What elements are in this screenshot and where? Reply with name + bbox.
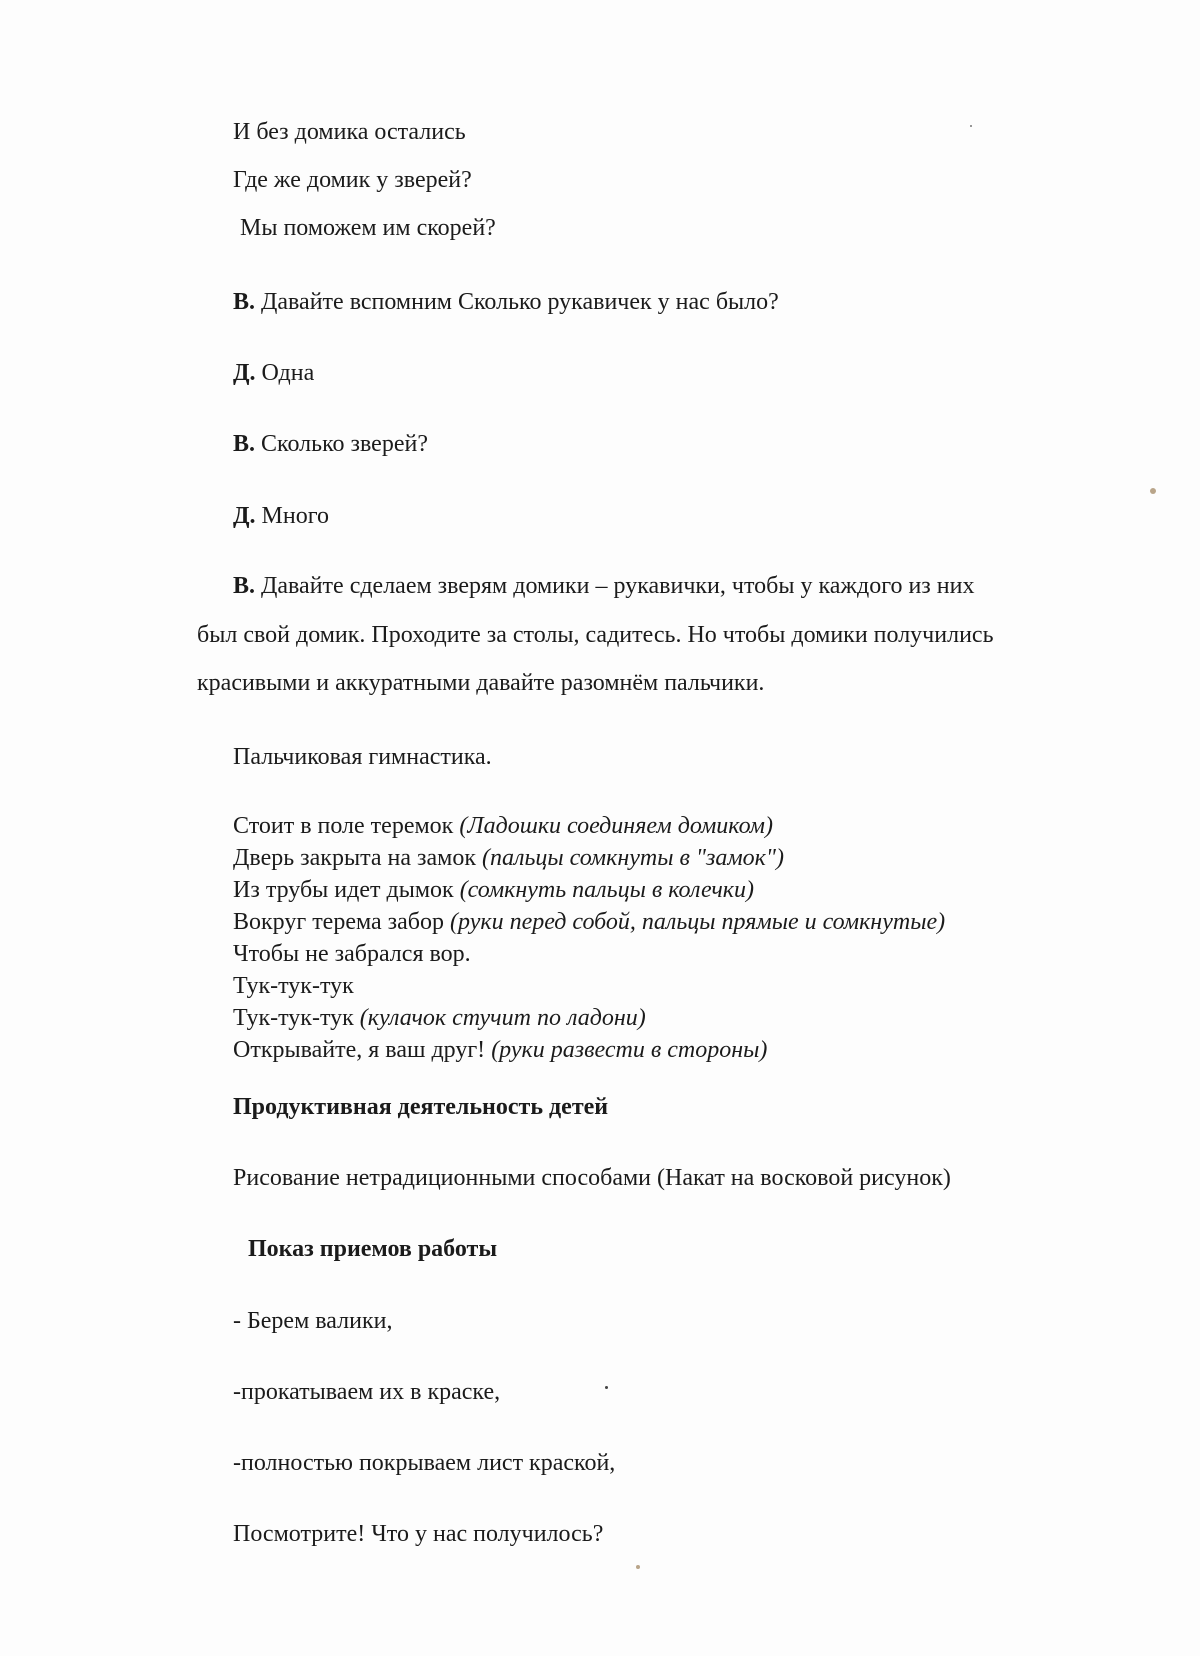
- rhyme-line: [233, 940, 471, 968]
- speaker-label: В.: [233, 431, 256, 457]
- rhyme-line: [233, 876, 754, 904]
- section-heading-text: Показ приемов работы: [248, 1236, 498, 1262]
- rhyme-text: Вокруг терема забор: [233, 909, 451, 935]
- rhyme-note: (кулачок стучит по ладони): [359, 1005, 646, 1031]
- dialogue-text: Много: [255, 503, 329, 529]
- rhyme-line: [233, 812, 773, 840]
- speaker-label: В.: [233, 573, 256, 599]
- rhyme-text: Стоит в поле теремок: [233, 813, 460, 839]
- dialogue-line: [233, 430, 428, 458]
- gymnastics-title: Пальчиковая гимнастика.: [233, 744, 492, 770]
- poem-line: Где же домик у зверей?: [233, 167, 472, 193]
- rhyme-note: (пальцы сомкнуты в "замок"): [482, 845, 784, 871]
- rhyme-text: Чтобы не забрался вор.: [233, 941, 471, 967]
- rhyme-text: Открывайте, я ваш друг!: [233, 1037, 492, 1063]
- poem-line: И без домика остались: [233, 119, 466, 145]
- rhyme-text: Из трубы идет дымок: [233, 877, 460, 903]
- rhyme-note: (Ладошки соединяем домиком): [459, 813, 773, 839]
- paper-speck: [970, 125, 972, 127]
- speaker-label: Д.: [233, 503, 256, 529]
- dialogue-line: [233, 502, 329, 530]
- section-heading: [233, 1093, 608, 1121]
- rhyme-text: Тук-тук-тук: [233, 973, 354, 999]
- rhyme-line: [233, 908, 945, 936]
- paper-speck: [605, 1386, 608, 1389]
- speaker-label: Д.: [233, 360, 256, 386]
- step-item: -прокатываем их в краске,: [233, 1379, 501, 1405]
- section-heading: [248, 1235, 497, 1263]
- step-item: - Берем валики,: [233, 1308, 393, 1334]
- rhyme-line: [233, 1036, 767, 1064]
- step-item: -полностью покрываем лист краской,: [233, 1450, 616, 1476]
- dialogue-line: [233, 288, 779, 316]
- closing-line: Посмотрите! Что у нас получилось?: [233, 1521, 604, 1547]
- rhyme-note: (руки перед собой, пальцы прямые и сомкнутые): [450, 909, 946, 935]
- rhyme-text: Тук-тук-тук: [233, 1005, 360, 1031]
- dialogue-text: Сколько зверей?: [255, 431, 428, 457]
- rhyme-note: (руки развести в стороны): [491, 1037, 768, 1063]
- section-heading-text: Продуктивная деятельность детей: [233, 1094, 609, 1120]
- drawing-method: Рисование нетрадиционными способами (Накат на восковой рисунок): [233, 1165, 951, 1191]
- dialogue-text: Одна: [255, 360, 315, 386]
- rhyme-line: [233, 972, 354, 1000]
- paragraph-line: [233, 572, 974, 600]
- paper-speck: [1150, 488, 1156, 494]
- paper-speck: [636, 1565, 640, 1569]
- paragraph-line: красивыми и аккуратными давайте разомнём пальчики.: [197, 670, 765, 696]
- paragraph-text: Давайте сделаем зверям домики – рукавички, чтобы у каждого из них: [255, 573, 975, 599]
- rhyme-text: Дверь закрыта на замок: [233, 845, 482, 871]
- rhyme-line: [233, 844, 784, 872]
- dialogue-text: Давайте вспомним Сколько рукавичек у нас было?: [255, 289, 779, 315]
- paragraph-line: был свой домик. Проходите за столы, садитесь. Но чтобы домики получились: [197, 622, 994, 648]
- rhyme-note: (сомкнуть пальцы в колечки): [459, 877, 755, 903]
- dialogue-line: [233, 359, 314, 387]
- speaker-label: В.: [233, 289, 256, 315]
- rhyme-line: [233, 1004, 646, 1032]
- poem-line: Мы поможем им скорей?: [240, 215, 496, 241]
